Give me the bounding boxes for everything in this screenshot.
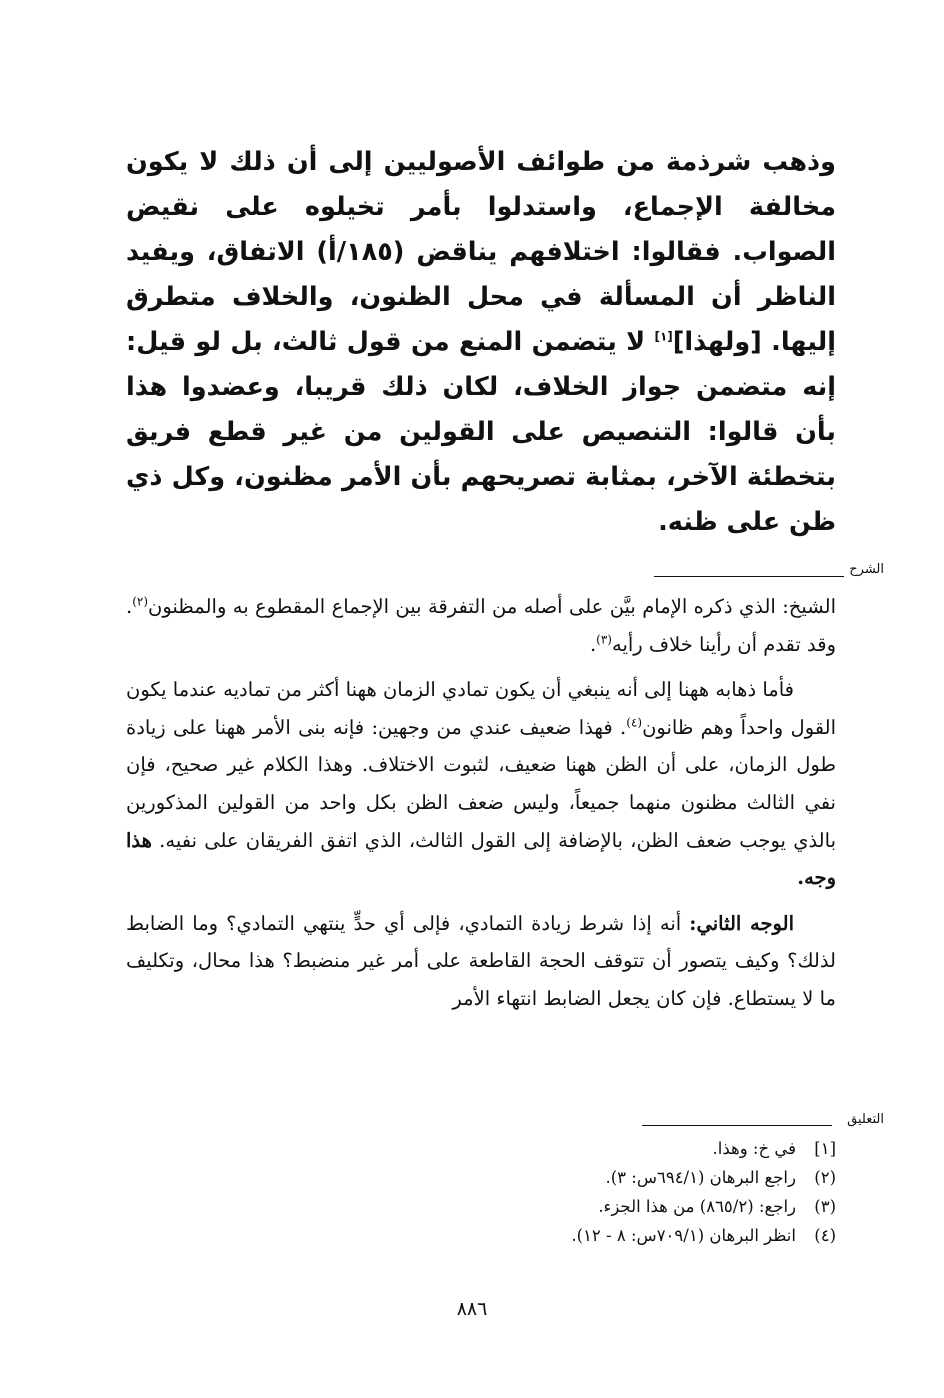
commentary-p2-text-b: . فهذا ضعيف عندي من وجهين: فإنه بنى الأمر ههنا على زيادة طول الزمان، على أن الظن ههنا ضعيف، لثبوت الاختلاف. وهذا الكلام غير صحيح، فإن نفي الثالث مظنون منهما جميعاً، وليس ضعف الظن بكل واحد من القولين المذكورين بالذي يوجب ضعف الظن، بالإضافة إلى القول الثالث، الذي اتفق الفريقان على نفيه.: [126, 715, 836, 852]
commentary-p1-text-a: الشيخ: الذي ذكره الإمام بيَّن على أصله من التفرقة بين الإجماع المقطوع به والمظنون: [148, 595, 836, 618]
commentary-p2-end: هذا وجه.: [126, 828, 836, 890]
commentary-p1-text-c: .: [589, 632, 597, 656]
taliq-divider: [642, 1125, 832, 1126]
main-text-part-1: وذهب شرذمة من طوائف الأصوليين إلى أن ذلك لا يكون مخالفة الإجماع، واستدلوا بأمر تخيلوه على نقيض الصواب. فقالوا: اختلافهم يناقض (١٨٥/أ) الاتفاق، ويفيد الناظر أن المسألة في محل الظنون، والخلاف متطرق إليها. [ولهذا]: [126, 147, 836, 357]
footnote-mark-1: [١]: [654, 329, 673, 344]
footnote-text: في خ: وهذا.: [712, 1139, 796, 1158]
page-number: ٨٨٦: [456, 1298, 488, 1320]
footnote-mark-3: (٣): [596, 632, 612, 647]
footnote-item: [126, 1134, 836, 1163]
commentary-paragraph-3: [126, 905, 836, 1018]
commentary-paragraph-1: [126, 588, 836, 663]
sharh-divider: [654, 576, 844, 577]
commentary-p2-text-a: فأما ذهابه ههنا إلى أنه ينبغي أن يكون تمادي الزمان ههنا أكثر من تماديه عندما يكون القول واحداً وهم ظانون: [126, 678, 836, 739]
commentary-p3-lead: الوجه الثاني:: [689, 911, 794, 935]
footnote-number: (٢): [814, 1168, 836, 1187]
footnote-number: [١]: [814, 1139, 836, 1158]
footnote-item: [126, 1192, 836, 1221]
footnote-number: (٤): [814, 1226, 836, 1245]
main-paragraph: [126, 140, 836, 545]
footnote-item: [126, 1163, 836, 1192]
footnote-text: راجع البرهان (٦٩٤/١س: ٣).: [605, 1168, 796, 1187]
footnote-item: [126, 1221, 836, 1250]
footnote-mark-4: (٤): [626, 715, 643, 730]
main-text: [126, 140, 836, 545]
commentary: [126, 588, 836, 1018]
footnote-mark-2: (٢): [132, 594, 149, 609]
commentary-p1-text-b: . وقد تقدم أن رأينا خلاف رأيه: [126, 595, 836, 656]
taliq-label: التعليق: [847, 1112, 884, 1127]
footnotes: [126, 1134, 836, 1250]
footnote-text: انظر البرهان (٧٠٩/١س: ٨ - ١٢).: [571, 1226, 796, 1245]
footnote-number: (٣): [814, 1197, 836, 1216]
footnote-text: راجع: (٨٦٥/٢) من هذا الجزء.: [598, 1197, 796, 1216]
commentary-paragraph-2: [126, 671, 836, 897]
sharh-label: الشرح: [849, 562, 884, 577]
commentary-p3-text: أنه إذا شرط زيادة التمادي، فإلى أي حدٍّ ينتهي التمادي؟ وما الضابط لذلك؟ وكيف يتصور أن تتوقف الحجة القاطعة على أمر غير منضبط؟ هذا محال، وتكليف ما لا يستطاع. فإن كان يجعل الضابط انتهاء الأمر: [126, 911, 836, 1010]
main-text-part-2: لا يتضمن المنع من قول ثالث، بل لو قيل: إنه متضمن جواز الخلاف، لكان ذلك قريبا، وعضدوا هذا بأن قالوا: التنصيص على القولين من غير قطع فريق بتخطئة الآخر، بمثابة تصريحهم بأن الأمر مظنون، وكل ذي ظن على ظنه.: [126, 327, 836, 537]
